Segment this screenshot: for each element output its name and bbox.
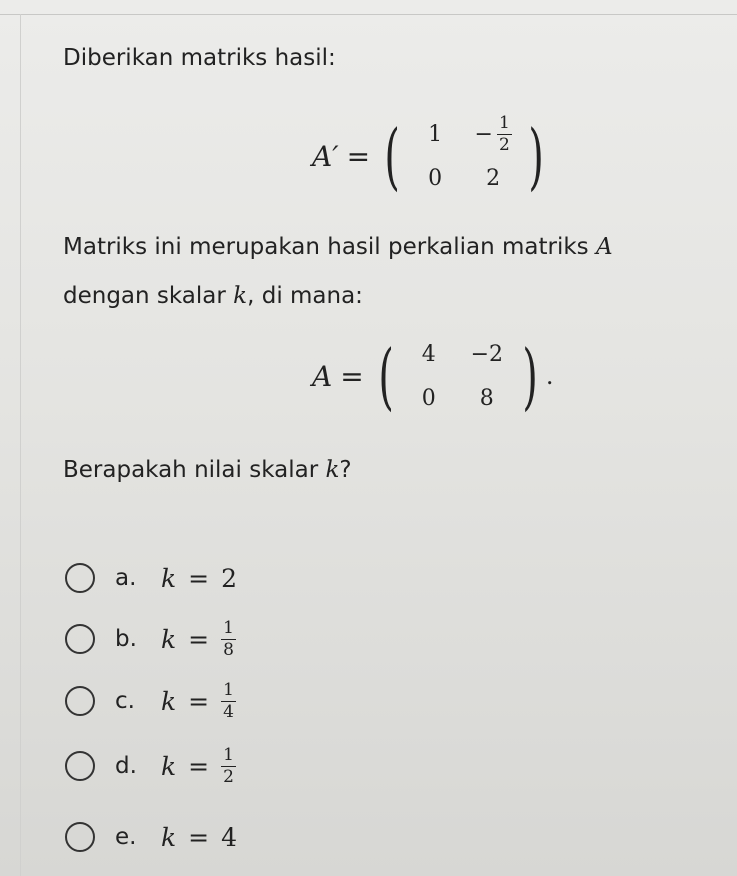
equals-sign: = [188, 624, 210, 654]
scalar-variable: k [161, 563, 177, 593]
left-border [20, 14, 21, 876]
matrix-cell: −2 [470, 341, 504, 367]
right-paren: ) [528, 114, 544, 198]
description-tail: , di mana: [247, 283, 363, 309]
option-label: b. [115, 626, 137, 652]
matrix-variable: A [595, 234, 613, 260]
option-value [161, 679, 236, 722]
question-mark: ? [339, 457, 352, 483]
option-b[interactable] [65, 617, 236, 660]
radio-button[interactable] [65, 751, 95, 781]
radio-button[interactable] [65, 624, 95, 654]
description-text: dengan skalar [63, 283, 226, 309]
fraction [221, 679, 236, 722]
option-d[interactable] [65, 744, 236, 787]
equals-sign: = [188, 563, 210, 593]
fraction-numerator: 1 [498, 112, 510, 133]
question-text: Berapakah nilai skalar [63, 457, 319, 483]
matrix-a-symbol: A [312, 359, 333, 393]
left-paren: ( [378, 334, 394, 418]
option-e[interactable] [65, 818, 237, 856]
option-number: 4 [221, 822, 238, 852]
fraction-numerator: 1 [223, 617, 234, 638]
option-label: e. [115, 824, 137, 850]
option-value [161, 564, 237, 593]
description-line-2 [63, 281, 363, 311]
fraction-denominator: 2 [223, 766, 234, 787]
scalar-variable: k [161, 822, 177, 852]
radio-button[interactable] [65, 686, 95, 716]
option-label: c. [115, 688, 135, 714]
matrix-cell: 0 [421, 385, 436, 411]
fraction-denominator: 8 [223, 639, 234, 660]
option-label: a. [115, 565, 137, 591]
matrix-a [400, 332, 516, 420]
option-value [161, 823, 237, 852]
equals-sign: = [188, 751, 210, 781]
result-matrix-symbol: A′ [312, 139, 339, 173]
option-value [161, 617, 236, 660]
intro-text [63, 43, 336, 73]
fraction [221, 617, 236, 660]
top-border [0, 0, 737, 15]
description-text: Matriks ini merupakan hasil perkalian matriks [63, 234, 589, 260]
matrix-cell: 4 [421, 341, 436, 367]
trailing-period: . [545, 362, 554, 390]
question-prompt [63, 455, 352, 485]
fraction [221, 744, 236, 787]
matrix-cell: 0 [428, 165, 443, 191]
equals-sign: = [340, 359, 364, 393]
matrix-a-equation [312, 332, 554, 420]
option-a[interactable] [65, 559, 237, 597]
matrix-cell: 1 [428, 121, 443, 147]
scalar-variable: k [161, 624, 177, 654]
description-line-1 [63, 232, 613, 262]
left-paren: ( [384, 114, 400, 198]
scalar-variable: k [161, 686, 177, 716]
matrix-cell: 2 [486, 165, 501, 191]
fraction-numerator: 1 [223, 744, 234, 765]
scalar-variable: k [325, 457, 340, 483]
fraction-denominator: 4 [223, 701, 234, 722]
fraction-denominator: 2 [498, 134, 510, 155]
equals-sign: = [188, 822, 210, 852]
right-paren: ) [522, 334, 538, 418]
result-matrix-equation [312, 112, 550, 200]
option-number: 2 [221, 563, 238, 593]
scalar-variable: k [233, 283, 248, 309]
equals-sign: = [346, 139, 371, 173]
radio-button[interactable] [65, 822, 95, 852]
scalar-variable: k [161, 751, 177, 781]
intro-label: Diberikan matriks hasil: [63, 45, 336, 71]
matrix-cell [474, 112, 512, 155]
matrix-cell: 8 [479, 385, 494, 411]
option-label: d. [115, 753, 137, 779]
radio-button[interactable] [65, 563, 95, 593]
minus-sign: − [474, 121, 493, 147]
equals-sign: = [188, 686, 210, 716]
fraction-numerator: 1 [223, 679, 234, 700]
result-matrix [406, 112, 522, 200]
fraction [497, 112, 512, 155]
option-c[interactable] [65, 679, 236, 722]
option-value [161, 744, 236, 787]
